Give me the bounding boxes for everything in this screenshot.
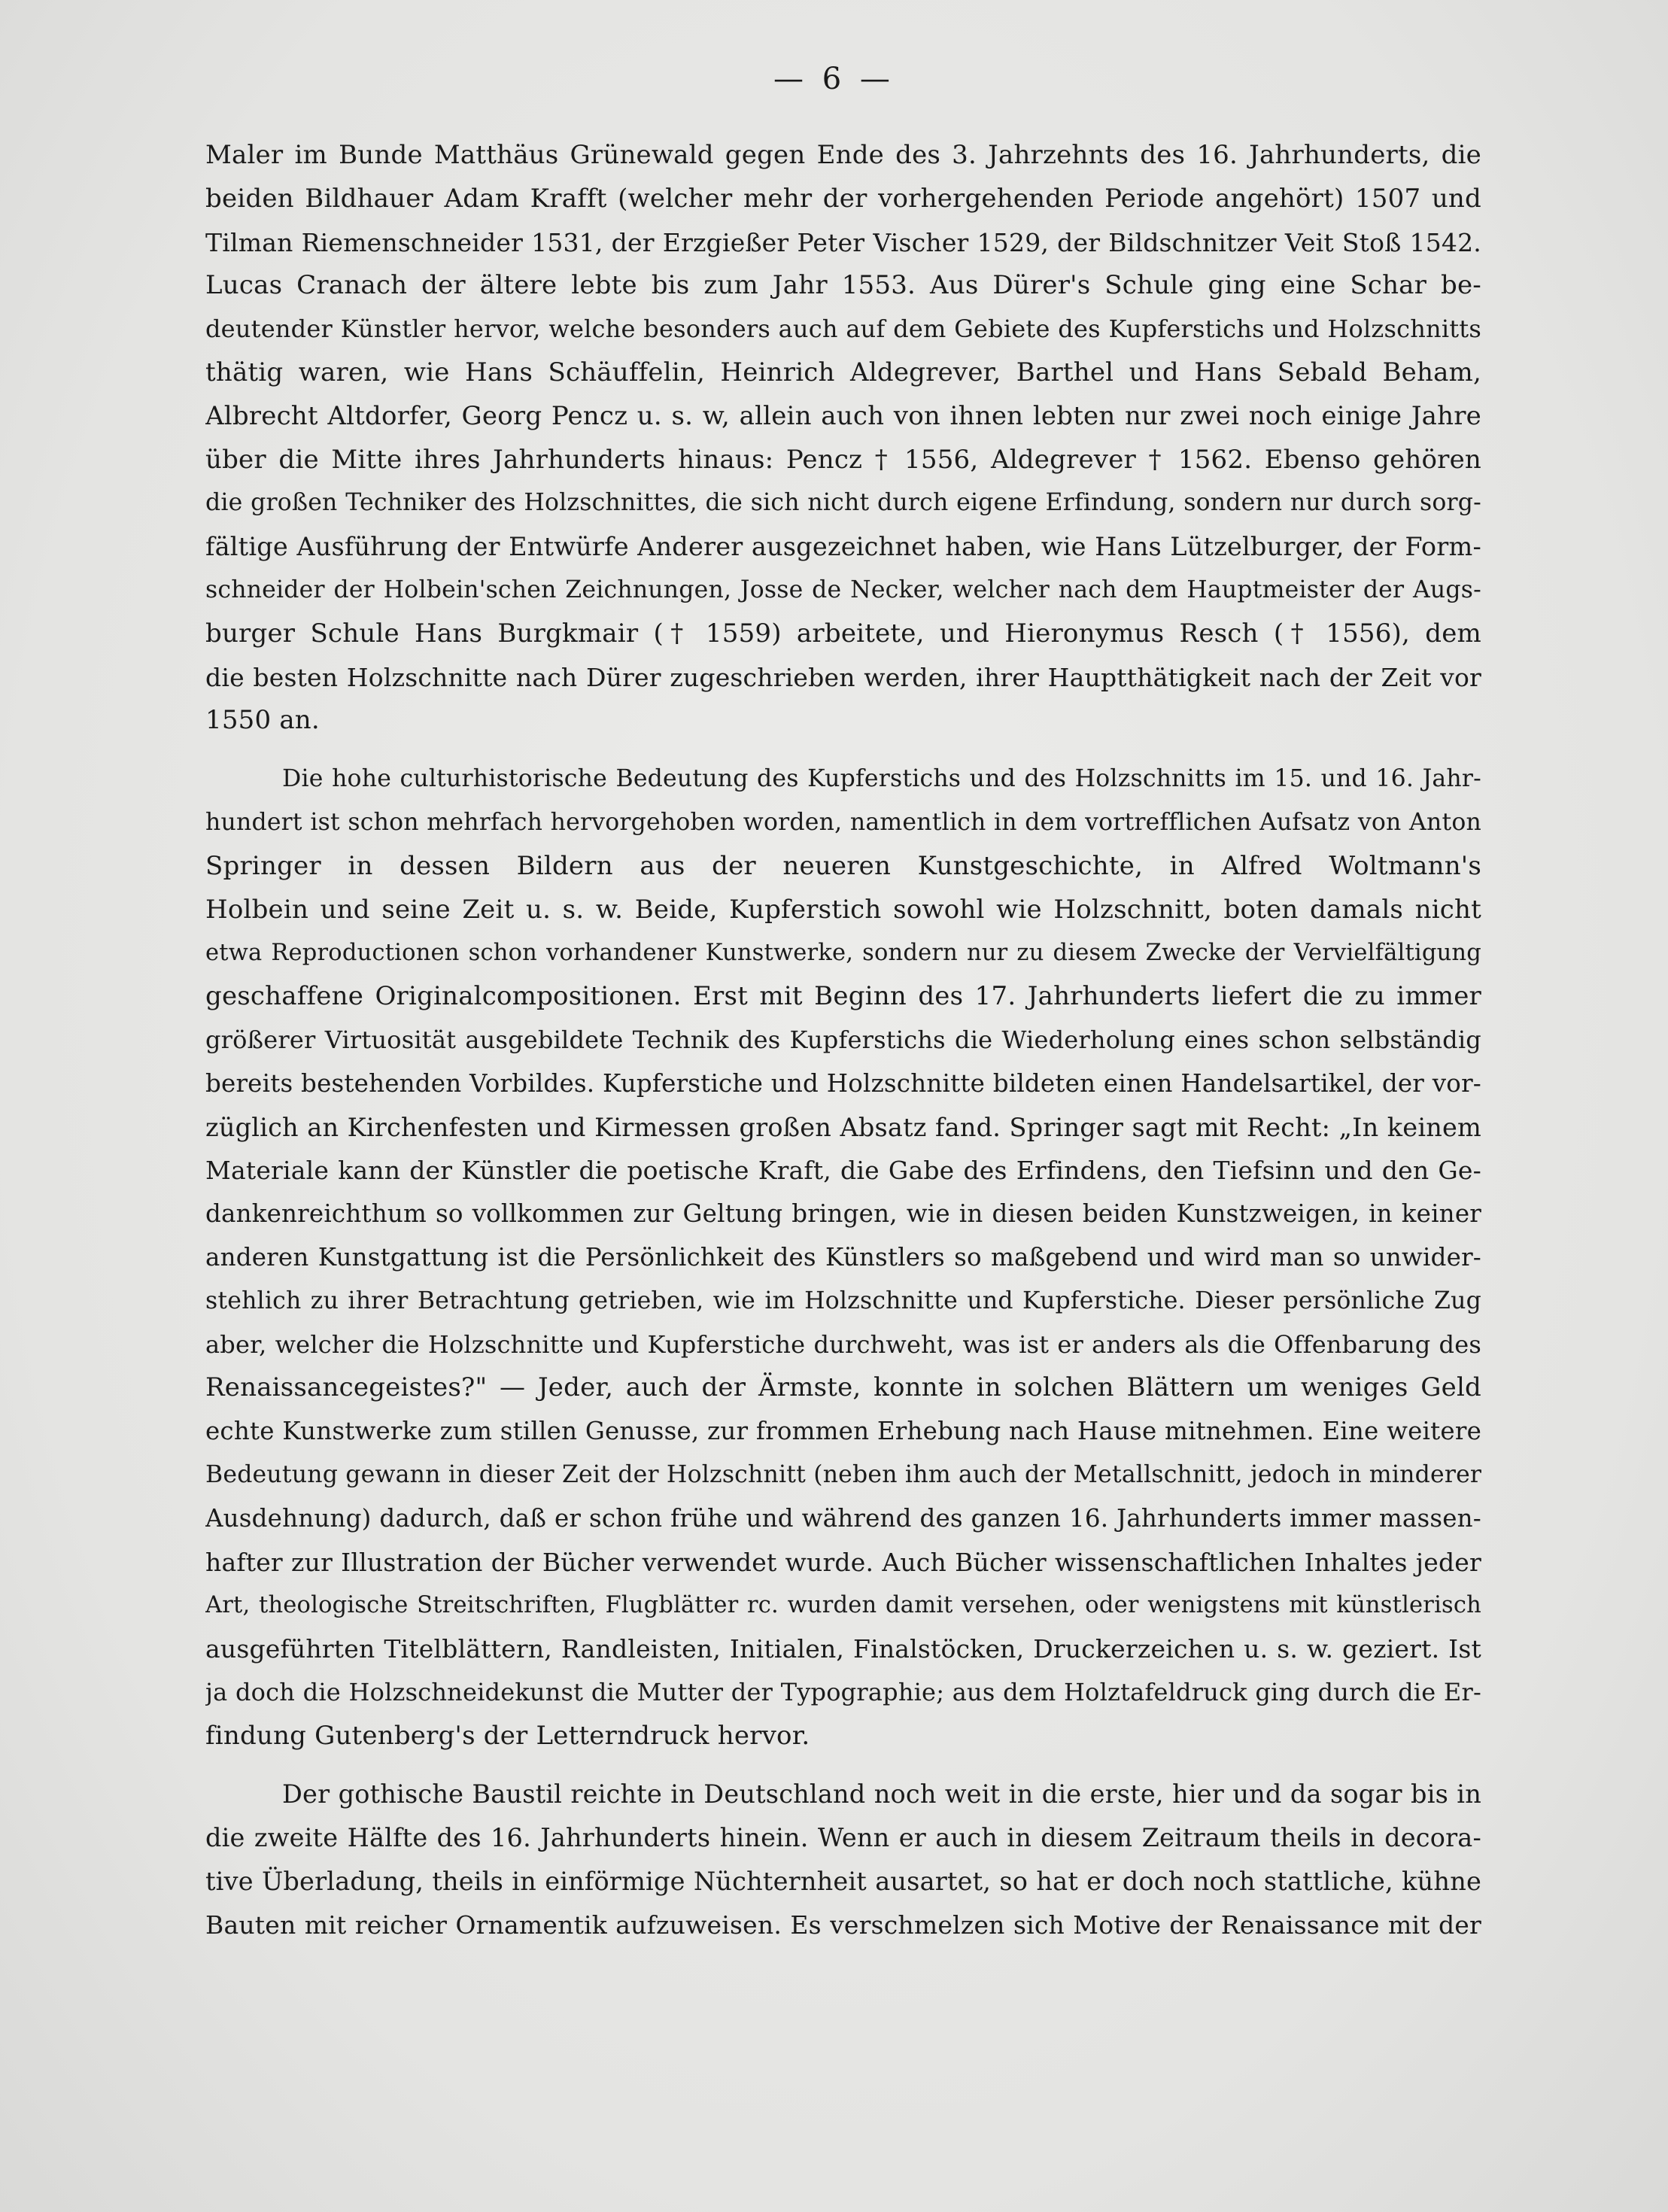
text-line: dankenreichthum so vollkommen zur Geltung bringen, wie in diesen beiden Kunstzweigen, in keiner [205,1199,1481,1229]
text-line: stehlich zu ihrer Betrachtung getrieben, wie im Holzschnitte und Kupferstiche. Dieser persönliche Zug [205,1287,1481,1314]
text-line: Renaissancegeistes?" — Jeder, auch der Ärmste, konnte in solchen Blättern um weniges Geld [205,1372,1481,1403]
text-line: burger Schule Hans Burgkmair († 1559) arbeitete, und Hieronymus Resch († 1556), dem [205,618,1481,649]
text-line: thätig waren, wie Hans Schäuffelin, Heinrich Aldegrever, Barthel und Hans Sebald Beham, [205,357,1481,387]
text-line: beiden Bildhauer Adam Krafft (welcher mehr der vorhergehenden Periode angehört) 1507 und [205,183,1481,214]
text-line: aber, welcher die Holzschnitte und Kupferstiche durchweht, was ist er anders als die Offenbarung des [205,1329,1481,1359]
text-line: bereits bestehenden Vorbildes. Kupferstiche und Holzschnitte bildeten einen Handelsartikel, der vor- [205,1068,1481,1098]
text-line: echte Kunstwerke zum stillen Genusse, zur frommen Erhebung nach Hause mitnehmen. Eine weitere [205,1417,1481,1446]
text-line: über die Mitte ihres Jahrhunderts hinaus: Pencz † 1556, Aldegrever † 1562. Ebenso gehören [205,444,1481,475]
text-line: Tilman Riemenschneider 1531, der Erzgießer Peter Vischer 1529, der Bildschnitzer Veit Stoß 1542. [205,227,1481,257]
text-line: schneider der Holbein'schen Zeichnungen, Josse de Necker, welcher nach dem Hauptmeister der Augs- [205,576,1481,603]
text-line: züglich an Kirchenfesten und Kirmessen großen Absatz fand. Springer sagt mit Recht: „In keinem [205,1112,1481,1142]
text-line: geschaffene Originalcompositionen. Erst mit Beginn des 17. Jahrhunderts liefert die zu immer [205,981,1481,1012]
text-line: hundert ist schon mehrfach hervorgehoben worden, namentlich in dem vortrefflichen Aufsatz von Anton [205,808,1481,836]
text-line: Materiale kann der Künstler die poetische Kraft, die Gabe des Erfindens, den Tiefsinn und den Ge- [205,1156,1481,1186]
text-line: Holbein und seine Zeit u. s. w. Beide, Kupferstich sowohl wie Holzschnitt, boten damals nicht [205,894,1481,925]
text-line: hafter zur Illustration der Bücher verwendet wurde. Auch Bücher wissenschaftlichen Inhaltes jeder [205,1547,1481,1577]
text-line: findung Gutenberg's der Letterndruck hervor. [205,1720,810,1751]
text-line: 1550 an. [205,705,320,736]
text-line: Albrecht Altdorfer, Georg Pencz u. s. w, allein auch von ihnen lebten nur zwei noch einige Jahre [205,400,1481,431]
text-line: Ausdehnung) dadurch, daß er schon frühe und während des ganzen 16. Jahrhunderts immer massen- [205,1503,1481,1533]
text-line: Springer in dessen Bildern aus der neueren Kunstgeschichte, in Alfred Woltmann's [205,850,1481,881]
text-line: Bauten mit reicher Ornamentik aufzuweisen. Es verschmelzen sich Motive der Renaissance mit der [205,1910,1481,1940]
paragraph-2 [205,758,1481,1758]
text-line: die großen Techniker des Holzschnittes, die sich nicht durch eigene Erfindung, sondern nur durch sorg- [205,489,1481,517]
text-line: etwa Reproductionen schon vorhandener Kunstwerke, sondern nur zu diesem Zwecke der Vervielfältigung [205,940,1481,967]
text-line: größerer Virtuosität ausgebildete Technik des Kupferstichs die Wiederholung eines schon selbständig [205,1025,1481,1054]
text-line: Maler im Bunde Matthäus Grünewald gegen Ende des 3. Jahrzehnts des 16. Jahrhunderts, die [205,140,1481,170]
text-line: die zweite Hälfte des 16. Jahrhunderts hinein. Wenn er auch in diesem Zeitraum theils in decora- [205,1823,1481,1853]
text-line: Lucas Cranach der ältere lebte bis zum Jahr 1553. Aus Dürer's Schule ging eine Schar be- [205,270,1481,301]
text-line: Der gothische Baustil reichte in Deutschland noch weit in die erste, hier und da sogar bis in [282,1779,1481,1809]
text-line: Bedeutung gewann in dieser Zeit der Holzschnitt (neben ihm auch der Metallschnitt, jedoch in minderer [205,1460,1481,1488]
text-line: die besten Holzschnitte nach Dürer zugeschrieben werden, ihrer Hauptthätigkeit nach der Zeit vor [205,662,1481,692]
body-text [205,134,1481,1947]
paragraph-3 [205,1773,1481,1946]
text-line: Art, theologische Streitschriften, Flugblätter rc. wurden damit versehen, oder wenigstens mit künstlerisch [205,1592,1481,1619]
text-line: fältige Ausführung der Entwürfe Anderer ausgezeichnet haben, wie Hans Lützelburger, der Form- [205,532,1481,562]
page-number: — 6 — [773,62,895,96]
text-line: tive Überladung, theils in einförmige Nüchternheit ausartet, so hat er doch noch stattliche, kühne [205,1867,1481,1897]
text-line: Die hohe culturhistorische Bedeutung des Kupferstichs und des Holzschnitts im 15. und 16. Jahr- [282,765,1481,793]
text-line: anderen Kunstgattung ist die Persönlichkeit des Künstlers so maßgebend und wird man so unwider- [205,1242,1481,1272]
text-line: deutender Künstler hervor, welche besonders auch auf dem Gebiete des Kupferstichs und Holzschnitts [205,314,1481,344]
paragraph-1 [205,134,1481,743]
text-line: ausgeführten Titelblättern, Randleisten, Initialen, Finalstöcken, Druckerzeichen u. s. w. geziert. Ist [205,1634,1481,1664]
text-line: ja doch die Holzschneidekunst die Mutter der Typographie; aus dem Holztafeldruck ging durch die Er- [205,1677,1481,1706]
